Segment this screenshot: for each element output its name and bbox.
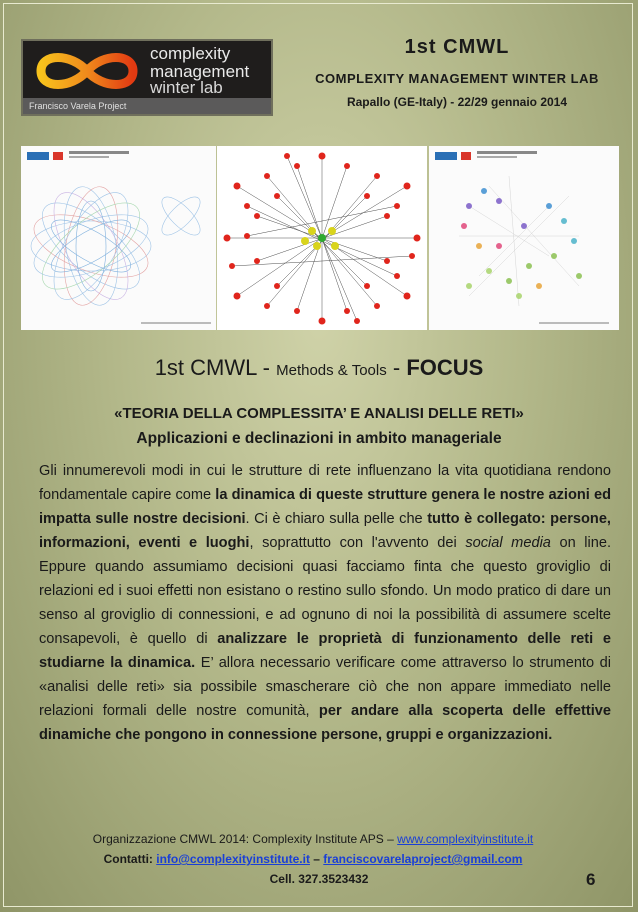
logo-line-complexity: complexity <box>150 44 231 63</box>
body-bold-4: per andare alla scoperta delle effettive dinamiche che pongono in connessione persone, gruppi e organizzazioni. <box>39 703 611 743</box>
network-image-circular <box>21 146 216 330</box>
header <box>285 36 629 109</box>
footer-phone: Cell. 327.3523432 <box>269 872 369 886</box>
main-title-cmwl: 1st CMWL - <box>154 355 270 380</box>
logo <box>21 39 273 116</box>
logo-project-name: Francisco Varela Project <box>23 98 271 114</box>
body-text-1: Gli innumerevoli modi in cui le strutture di rete influenzano la vita quotidiana rendono fondamentale capire come <box>39 463 611 503</box>
subtitle-applications: Applicazioni e declinazioni in ambito manageriale <box>136 430 502 447</box>
website-link[interactable]: www.complexityinstitute.it <box>397 832 534 846</box>
infinity-logo-icon <box>23 41 153 98</box>
page-number: 6 <box>586 870 596 889</box>
page-border <box>3 3 633 907</box>
header-location: Rapallo (GE-Italy) - 22/29 gennaio 2014 <box>346 95 568 109</box>
body-text-5: E’ allora necessario verificare come attraverso lo strumento di «analisi delle reti» sia possibile smascherare ciò che non appare immediato nelle relazioni formali delle nostre comunità, <box>39 655 611 719</box>
body-bold-2: tutto è collegato: persone, informazioni, eventi e luoghi <box>39 511 611 551</box>
footer-organization <box>0 829 638 849</box>
subtitle-theory: «TEORIA DELLA COMPLESSITA’ E ANALISI DELLE RETI» <box>114 405 524 422</box>
network-images <box>21 146 619 330</box>
logo-line-management: management <box>150 62 250 81</box>
footer-org-text: Organizzazione CMWL 2014: Complexity Institute APS – <box>92 832 398 846</box>
header-title: 1st CMWL <box>404 36 510 58</box>
main-title-methods: Methods & Tools <box>276 362 387 379</box>
footer-contacts <box>0 849 638 869</box>
contacts-separator: – <box>309 852 324 866</box>
header-subtitle: COMPLEXITY MANAGEMENT WINTER LAB <box>315 71 599 86</box>
body-bold-1: la dinamica di queste strutture genera le nostre azioni ed impatta sulle nostre decisioni <box>39 487 611 527</box>
body-text-2: . Ci è chiaro sulla pelle che <box>245 511 428 527</box>
body-bold-3: analizzare le proprietà di funzionamento delle reti e studiarne la dinamica. <box>39 631 611 671</box>
network-image-clusters <box>429 146 619 330</box>
logo-line-winter-lab: winter lab <box>150 78 223 97</box>
body-paragraph <box>39 459 611 747</box>
body-text-4: on line. Eppure quando assumiamo decisioni quasi facciamo finta che questo groviglio di relazioni ed i suoi effetti non esistano o restino sullo sfondo. Un modo pratico di dare un senso al groviglio di connessioni, e ad ognuno di noi la possibilità di assumere scelte consapevoli, è quello di <box>39 535 611 647</box>
main-title-focus: FOCUS <box>406 355 484 380</box>
email-info-link[interactable]: info@complexityinstitute.it <box>156 852 310 866</box>
body-text-3: , soprattutto con l'avvento dei <box>249 535 466 551</box>
network-image-colored-nodes <box>217 146 427 330</box>
contacts-label: Contatti: <box>103 852 157 866</box>
footer <box>0 829 638 889</box>
body-italic-1: social media <box>465 535 551 551</box>
main-title-dash: - <box>392 355 401 380</box>
main-title <box>0 355 638 381</box>
email-varela-link[interactable]: franciscovarelaproject@gmail.com <box>323 852 523 866</box>
